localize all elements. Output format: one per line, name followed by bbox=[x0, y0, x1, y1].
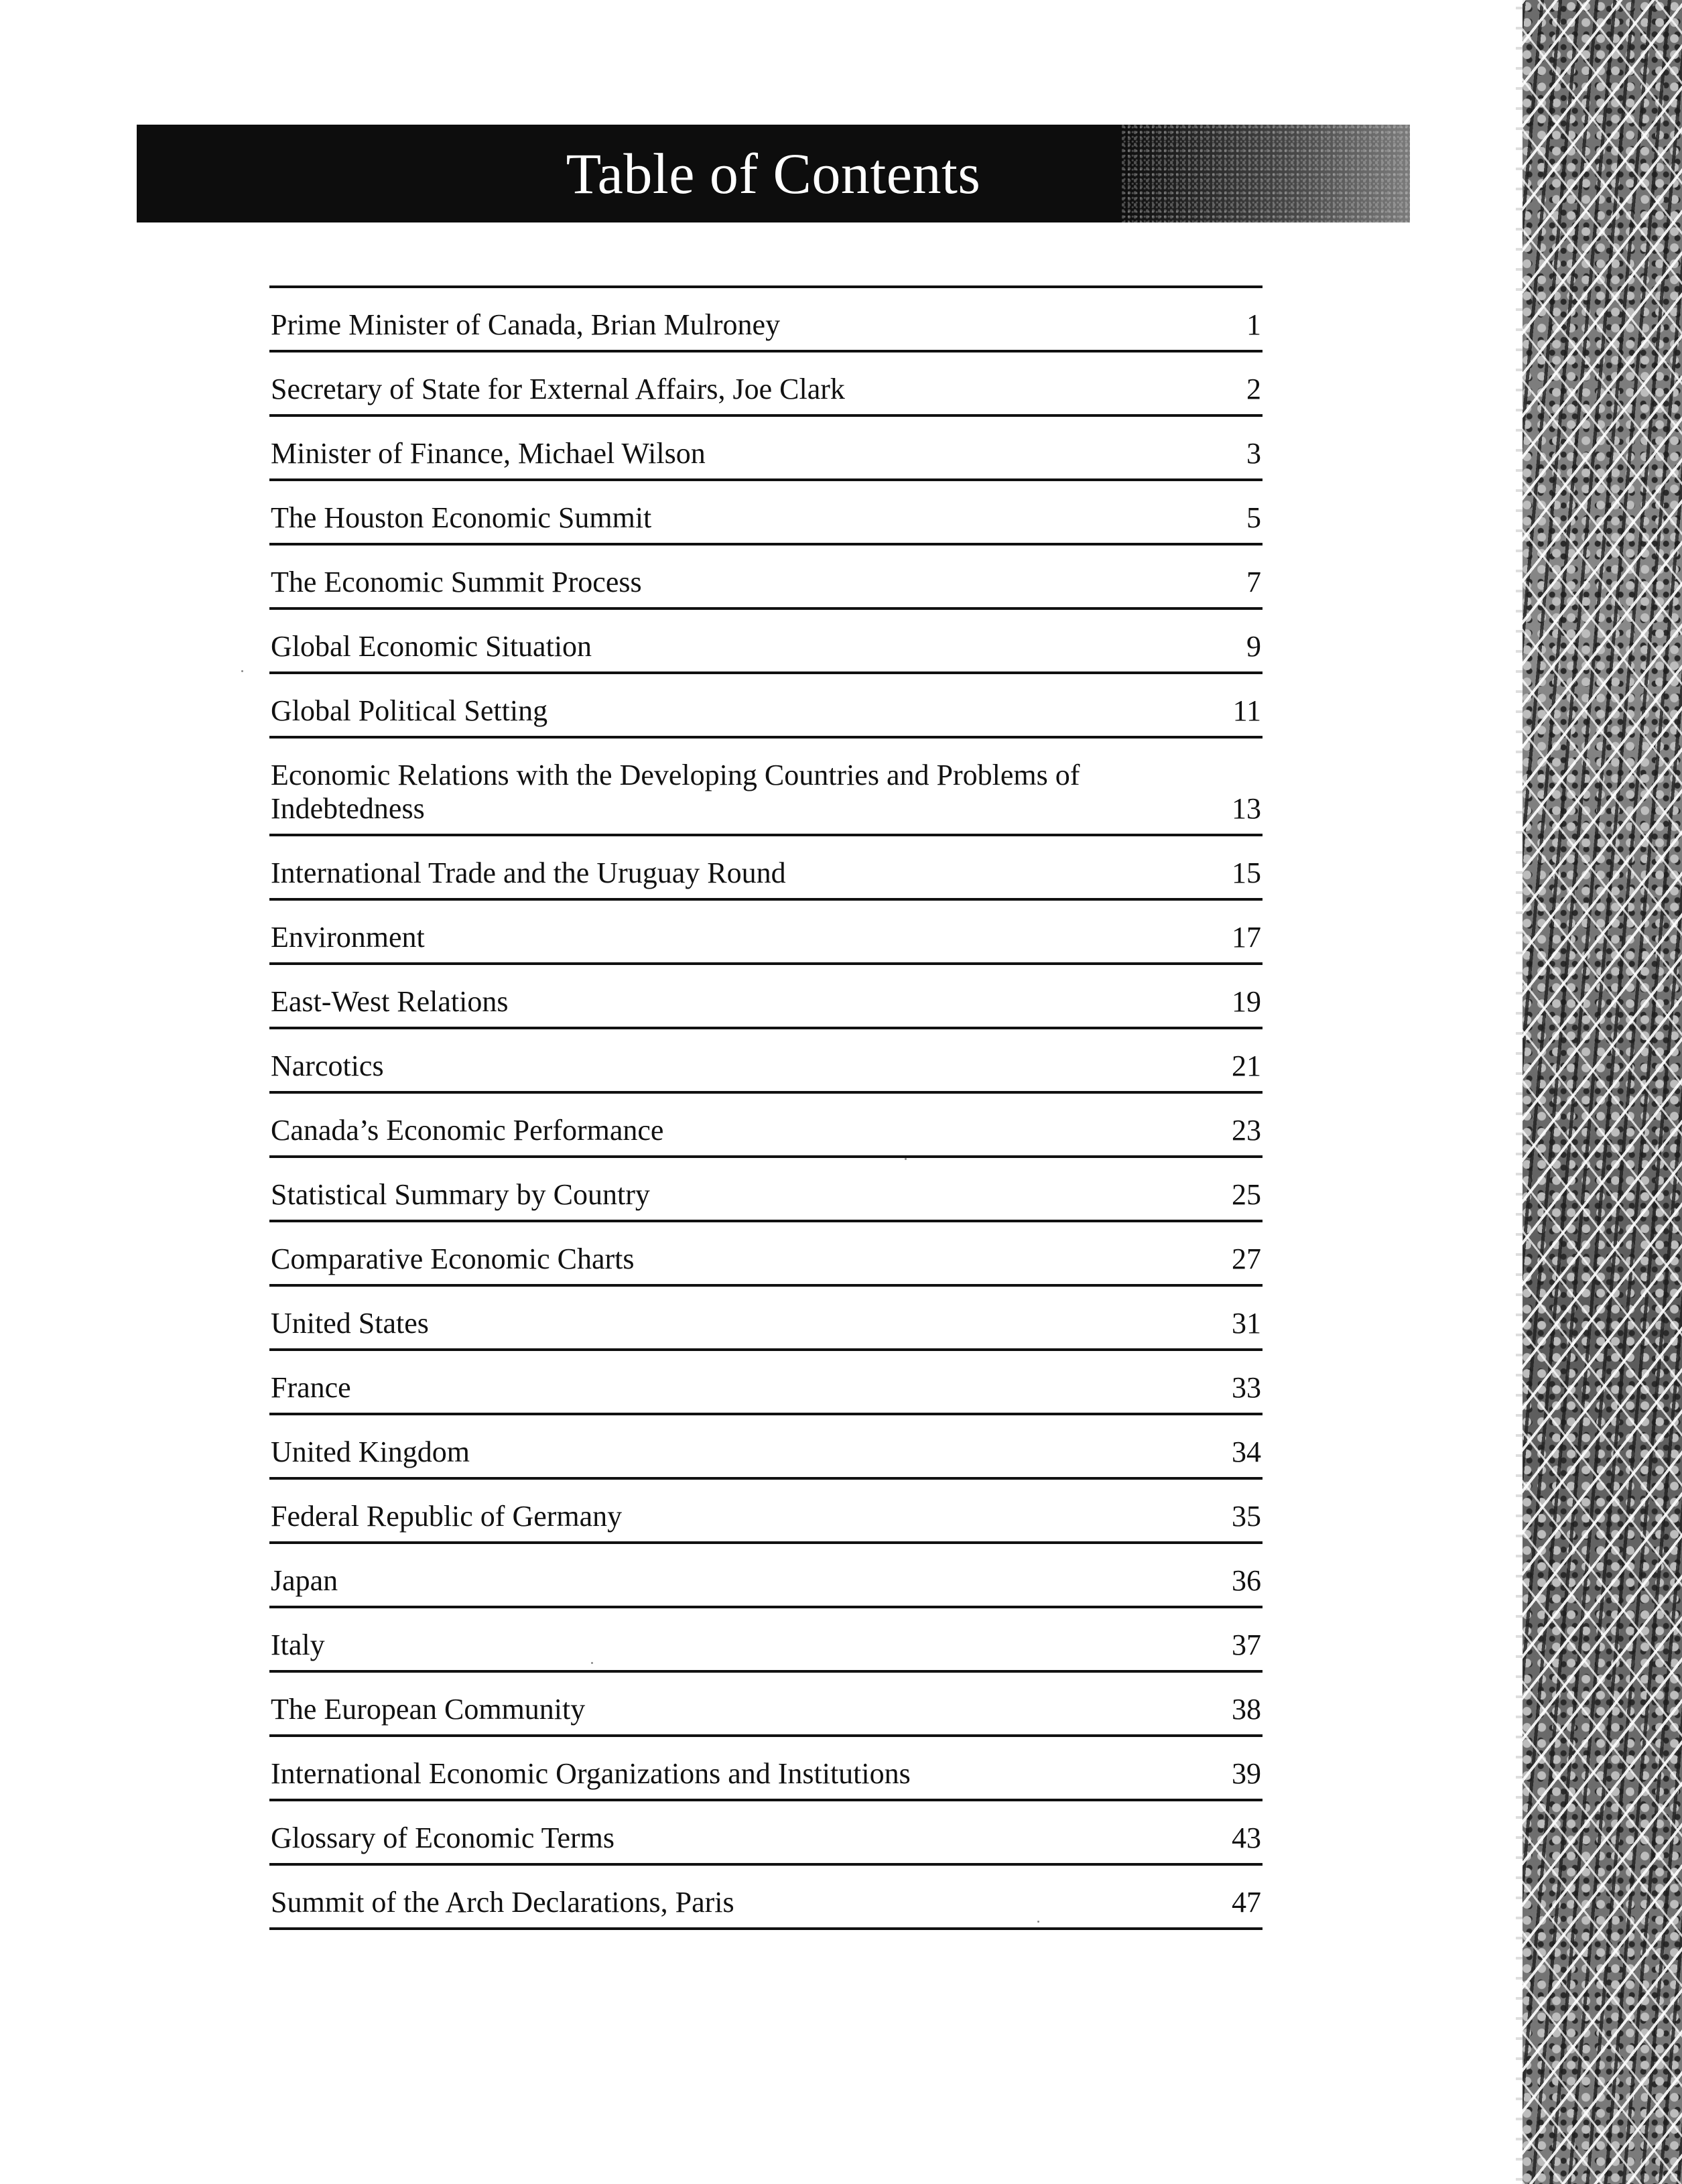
toc-entry bbox=[269, 1351, 1263, 1415]
toc-entry-title: The Economic Summit Process bbox=[271, 566, 642, 598]
toc-entry bbox=[269, 1415, 1263, 1480]
toc-entry-title: Statistical Summary by Country bbox=[271, 1178, 650, 1211]
scan-speck bbox=[241, 670, 243, 672]
toc-entry-title: The European Community bbox=[271, 1693, 586, 1726]
toc-entry-page: 23 bbox=[1232, 1114, 1261, 1147]
toc-entry-title: East-West Relations bbox=[271, 985, 509, 1018]
toc-entry bbox=[269, 1158, 1263, 1222]
toc-entry bbox=[269, 901, 1263, 965]
toc-entry-title: Summit of the Arch Declarations, Paris bbox=[271, 1886, 734, 1919]
toc-entry bbox=[269, 610, 1263, 674]
toc-entry-title: Japan bbox=[271, 1564, 338, 1597]
table-of-contents bbox=[269, 285, 1263, 1930]
toc-entry-title: United States bbox=[271, 1307, 429, 1340]
toc-entry-page: 34 bbox=[1232, 1435, 1261, 1468]
toc-entry bbox=[269, 288, 1263, 352]
toc-entry bbox=[269, 545, 1263, 610]
toc-entry-title: Prime Minister of Canada, Brian Mulroney bbox=[271, 308, 781, 341]
toc-entry-page: 19 bbox=[1232, 985, 1261, 1018]
toc-entry-page: 7 bbox=[1246, 566, 1261, 598]
toc-entry-title: The Houston Economic Summit bbox=[271, 501, 652, 534]
toc-entry-page: 15 bbox=[1232, 856, 1261, 889]
toc-entry bbox=[269, 1608, 1263, 1673]
toc-entry-page: 1 bbox=[1246, 308, 1261, 341]
toc-entry-page: 2 bbox=[1246, 373, 1261, 405]
toc-entry bbox=[269, 674, 1263, 738]
toc-entry-page: 21 bbox=[1232, 1049, 1261, 1082]
toc-entry-page: 3 bbox=[1246, 437, 1261, 470]
toc-entry bbox=[269, 352, 1263, 417]
toc-entry bbox=[269, 1801, 1263, 1866]
toc-entry-title: Comparative Economic Charts bbox=[271, 1242, 635, 1275]
toc-entry bbox=[269, 1094, 1263, 1158]
toc-entry bbox=[269, 1029, 1263, 1094]
toc-entry-page: 38 bbox=[1232, 1693, 1261, 1726]
toc-entry-page: 13 bbox=[1232, 792, 1261, 825]
toc-entry bbox=[269, 836, 1263, 901]
toc-entry-page: 11 bbox=[1232, 694, 1261, 727]
toc-entry bbox=[269, 1222, 1263, 1287]
title-banner bbox=[137, 125, 1410, 222]
marbled-side-strip bbox=[1523, 0, 1682, 2184]
scan-speck bbox=[591, 1662, 593, 1664]
toc-entry-page: 39 bbox=[1232, 1757, 1261, 1790]
toc-entry-title: Economic Relations with the Developing Countries and Problems of Indebtedness bbox=[271, 759, 1080, 825]
toc-entry-title: Federal Republic of Germany bbox=[271, 1500, 623, 1533]
toc-entry-title: France bbox=[271, 1371, 351, 1404]
toc-entry-page: 43 bbox=[1232, 1821, 1261, 1854]
toc-entry-title: Narcotics bbox=[271, 1049, 384, 1082]
toc-entry-page: 9 bbox=[1246, 630, 1261, 663]
toc-entry-title: Minister of Finance, Michael Wilson bbox=[271, 437, 706, 470]
toc-entry-page: 17 bbox=[1232, 921, 1261, 954]
toc-list bbox=[269, 288, 1263, 1930]
toc-entry-page: 35 bbox=[1232, 1500, 1261, 1533]
toc-entry bbox=[269, 1866, 1263, 1930]
toc-entry-title: United Kingdom bbox=[271, 1435, 470, 1468]
toc-entry-title: Global Political Setting bbox=[271, 694, 548, 727]
toc-entry-title: International Economic Organizations and Institutions bbox=[271, 1757, 911, 1790]
toc-entry bbox=[269, 417, 1263, 481]
toc-entry-title: Secretary of State for External Affairs, Joe Clark bbox=[271, 373, 845, 405]
toc-entry bbox=[269, 1480, 1263, 1544]
toc-entry-page: 31 bbox=[1232, 1307, 1261, 1340]
scan-speck bbox=[1037, 1921, 1039, 1923]
toc-entry-title: Glossary of Economic Terms bbox=[271, 1821, 615, 1854]
toc-entry-page: 25 bbox=[1232, 1178, 1261, 1211]
toc-entry bbox=[269, 965, 1263, 1029]
toc-entry-title: Environment bbox=[271, 921, 425, 954]
toc-entry-page: 36 bbox=[1232, 1564, 1261, 1597]
toc-entry-page: 37 bbox=[1232, 1628, 1261, 1661]
toc-entry bbox=[269, 1544, 1263, 1608]
toc-entry bbox=[269, 1673, 1263, 1737]
toc-entry-title: Canada’s Economic Performance bbox=[271, 1114, 664, 1147]
toc-entry bbox=[269, 1287, 1263, 1351]
toc-entry-title: Global Economic Situation bbox=[271, 630, 592, 663]
toc-entry bbox=[269, 481, 1263, 545]
toc-entry bbox=[269, 738, 1263, 836]
toc-entry bbox=[269, 1737, 1263, 1801]
toc-entry-title: International Trade and the Uruguay Round bbox=[271, 856, 786, 889]
toc-entry-page: 5 bbox=[1246, 501, 1261, 534]
toc-entry-page: 47 bbox=[1232, 1886, 1261, 1919]
toc-entry-title: Italy bbox=[271, 1628, 325, 1661]
scan-speck bbox=[905, 1158, 907, 1160]
toc-entry-page: 33 bbox=[1232, 1371, 1261, 1404]
toc-entry-page: 27 bbox=[1232, 1242, 1261, 1275]
page-title: Table of Contents bbox=[566, 141, 981, 206]
